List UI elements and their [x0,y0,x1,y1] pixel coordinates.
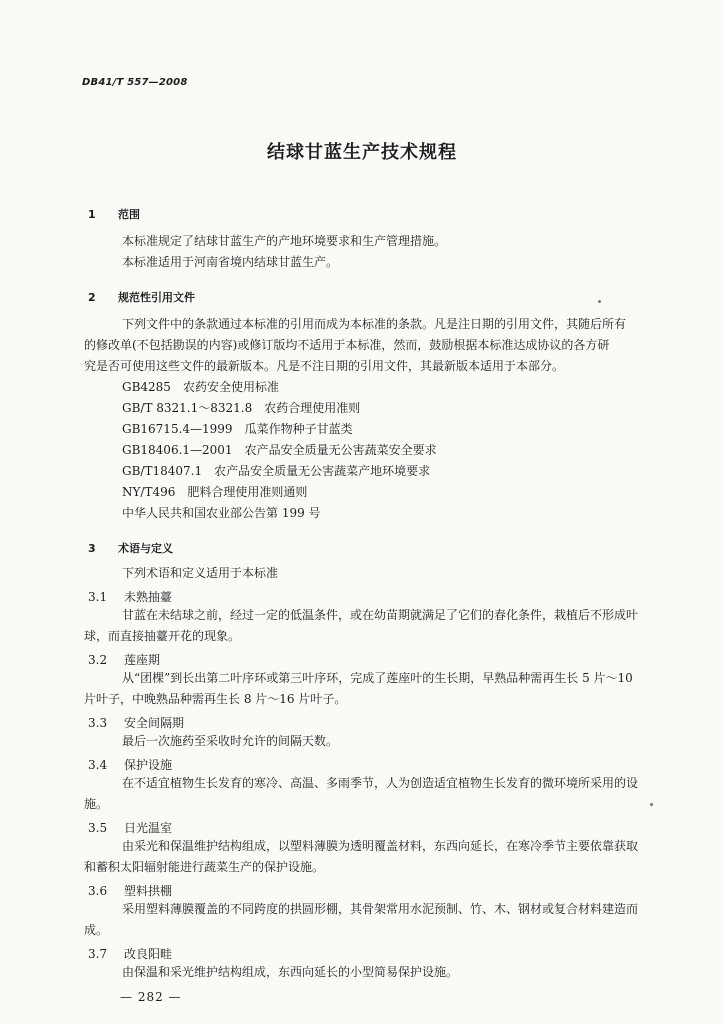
reference-item: GB/T 8321.1～8321.8 农药合理使用准则 [122,401,361,415]
term-3-1-heading [88,588,172,605]
section-1-heading [88,206,140,222]
term-number: 3.5 [88,821,108,835]
term-number: 3.1 [88,590,108,604]
paragraph-line: 片叶子，中晚熟品种需再生长 8 片～16 片叶子。 [84,692,347,706]
section-title: 规范性引用文件 [118,291,195,304]
paragraph-line: 下列文件中的条款通过本标准的引用而成为本标准的条款。凡是注日期的引用文件，其随后所有 [122,317,627,331]
section-title: 范围 [118,208,140,221]
reference-item: 中华人民共和国农业部公告第 199 号 [122,506,321,520]
paragraph-line: 最后一次施药至采收时允许的间隔天数。 [122,734,339,748]
section-3-heading [88,540,173,556]
term-title: 未熟抽薹 [124,590,173,604]
reference-item: NY/T496 肥料合理使用准则通则 [122,485,308,499]
section-number: 1 [88,208,96,221]
term-title: 保护设施 [124,758,173,772]
reference-item: GB4285 农药安全使用标准 [122,380,279,394]
term-title: 莲座期 [124,653,161,667]
document-title: 结球甘蓝生产技术规程 [267,142,457,163]
scan-speck [598,300,601,303]
standard-code: DB41/T 557—2008 [82,77,188,88]
paragraph-line: 甘蓝在未结球之前，经过一定的低温条件，或在幼苗期就满足了它们的春化条件，栽植后不形成叶 [122,608,639,622]
scan-speck [650,803,653,806]
paragraph-line: 施。 [84,797,109,811]
paragraph-line: 采用塑料薄膜覆盖的不同跨度的拱圆形棚，其骨架常用水泥预制、竹、木、钢材或复合材料建造而 [122,902,639,916]
paragraph-line: 球，而直接抽薹开花的现象。 [84,629,241,643]
page-number: — 282 — [120,990,182,1004]
term-number: 3.7 [88,947,108,961]
reference-item: GB16715.4—1999 瓜菜作物种子甘蓝类 [122,422,353,436]
paragraph-line: 的修改单(不包括勘误的内容)或修订版均不适用于本标准，然而，鼓励根据本标准达成协议的各方研 [84,338,610,352]
term-number: 3.6 [88,884,108,898]
term-number: 3.3 [88,716,108,730]
term-3-4-heading [88,756,172,773]
term-3-3-heading [88,714,184,731]
term-title: 改良阳畦 [124,947,173,961]
paragraph-line: 本标准适用于河南省境内结球甘蓝生产。 [122,255,339,269]
paragraph-line: 和蓄积太阳辐射能进行蔬菜生产的保护设施。 [84,860,325,874]
paragraph-line: 成。 [84,923,109,937]
paragraph-line: 在不适宜植物生长发育的寒冷、高温、多雨季节，人为创造适宜植物生长发育的微环境所采用的设 [122,776,639,790]
section-2-heading [88,289,195,305]
paragraph-line: 从“团棵”到长出第二叶序环或第三叶序环，完成了莲座叶的生长期，早熟品种需再生长 5 片～10 [122,671,633,685]
section-number: 2 [88,291,96,304]
term-3-7-heading [88,945,172,962]
term-title: 安全间隔期 [124,716,185,730]
term-3-5-heading [88,819,172,836]
term-number: 3.4 [88,758,108,772]
paragraph-line: 下列术语和定义适用于本标准 [122,566,279,580]
term-3-2-heading [88,651,160,668]
reference-item: GB/T18407.1 农产品安全质量无公害蔬菜产地环境要求 [122,464,431,478]
reference-item: GB18406.1—2001 农产品安全质量无公害蔬菜安全要求 [122,443,437,457]
term-number: 3.2 [88,653,108,667]
section-title: 术语与定义 [118,542,173,555]
term-title: 日光温室 [124,821,173,835]
paragraph-line: 由保温和采光维护结构组成，东西向延长的小型简易保护设施。 [122,965,459,979]
paragraph-line: 由采光和保温维护结构组成，以塑料薄膜为透明覆盖材料，东西向延长，在寒冷季节主要依靠获取 [122,839,639,853]
section-number: 3 [88,542,96,555]
term-3-6-heading [88,882,172,899]
term-title: 塑料拱棚 [124,884,173,898]
paragraph-line: 本标准规定了结球甘蓝生产的产地环境要求和生产管理措施。 [122,234,447,248]
paragraph-line: 究是否可使用这些文件的最新版本。凡是不注日期的引用文件，其最新版本适用于本部分。 [84,359,565,373]
